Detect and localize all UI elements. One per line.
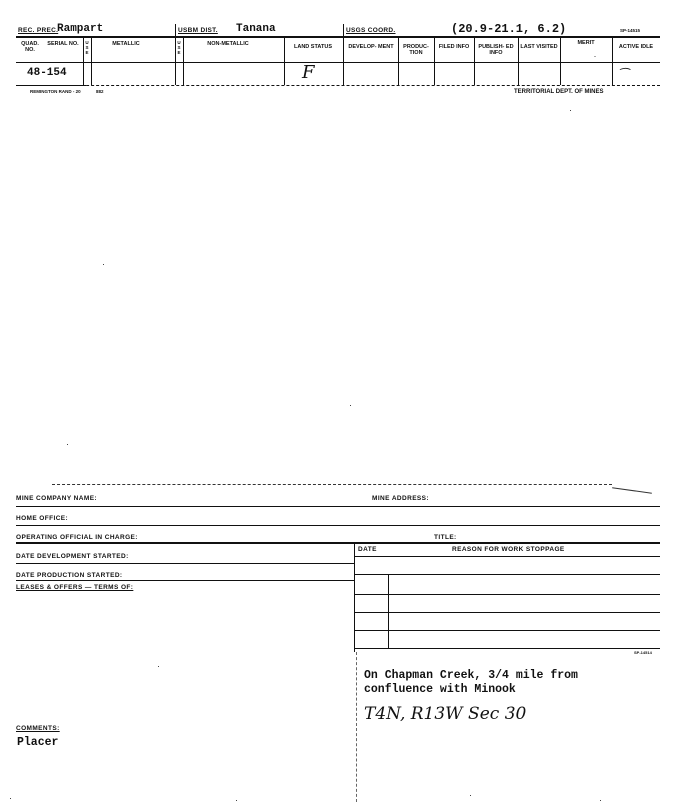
comments-value: Placer (17, 736, 59, 749)
rec-prec-label: REC. PREC. (18, 27, 59, 34)
col-use-letters: U S E (85, 40, 89, 55)
header-rule (16, 36, 660, 38)
leases-offers-label: LEASES & OFFERS — TERMS OF: (16, 584, 134, 591)
form-number-bottom: SP-14514 (634, 650, 652, 655)
footer-territorial-dept: TERRITORIAL DEPT. OF MINES (514, 89, 604, 95)
col-published-info: PUBLISH- ED INFO (478, 44, 514, 56)
printer-label: REMINGTON RAND - 20 (30, 89, 81, 94)
date-production-started-label: DATE PRODUCTION STARTED: (16, 572, 123, 579)
usgs-coord-label: USGS COORD. (346, 27, 396, 34)
form-number-top: SP-14515 (620, 28, 641, 33)
operating-official-label: OPERATING OFFICIAL IN CHARGE: (16, 534, 138, 541)
usbm-dist-value: Tanana (236, 23, 276, 35)
col-filed-info: FILED INFO (438, 44, 470, 50)
quad-serial-value: 48-154 (27, 67, 67, 79)
mine-company-label: MINE COMPANY NAME: (16, 495, 97, 502)
usgs-coord-value: (20.9-21.1, 6.2) (451, 22, 567, 36)
col-use-letters-2: U S E (177, 40, 181, 55)
col-last-visited: LAST VISITED (520, 44, 558, 50)
col-active-idle: ACTIVE IDLE (618, 44, 654, 50)
comments-label: COMMENTS: (16, 725, 60, 732)
title-label: TITLE: (434, 534, 457, 541)
mine-address-label: MINE ADDRESS: (372, 495, 429, 502)
land-status-value: F (302, 62, 315, 83)
col-merit: MERIT (577, 40, 595, 46)
col-production: PRODUC- TION (403, 44, 429, 56)
rec-prec-value: Rampart (57, 23, 104, 35)
col-development: DEVELOP- MENT (348, 44, 394, 50)
col-quad-no: QUAD. NO. (21, 41, 39, 53)
home-office-label: HOME OFFICE: (16, 515, 69, 522)
date-label: DATE (358, 546, 377, 553)
active-idle-mark: ⁀ (618, 68, 628, 82)
printer-code: 882 (96, 89, 104, 94)
reason-work-stoppage-label: REASON FOR WORK STOPPAGE (452, 546, 565, 553)
col-land-status: LAND STATUS (294, 44, 332, 50)
location-line-2: confluence with Minook (364, 683, 516, 696)
location-line-1: On Chapman Creek, 3/4 mile from (364, 669, 578, 682)
usbm-dist-label: USBM DIST. (178, 27, 218, 34)
col-metallic: METALLIC (112, 41, 140, 47)
handwritten-location: T4N, R13W Sec 30 (364, 704, 527, 724)
col-non-metallic: NON-METALLIC (207, 41, 249, 47)
col-serial-no: SERIAL NO. (47, 41, 79, 47)
date-development-started-label: DATE DEVELOPMENT STARTED: (16, 553, 129, 560)
